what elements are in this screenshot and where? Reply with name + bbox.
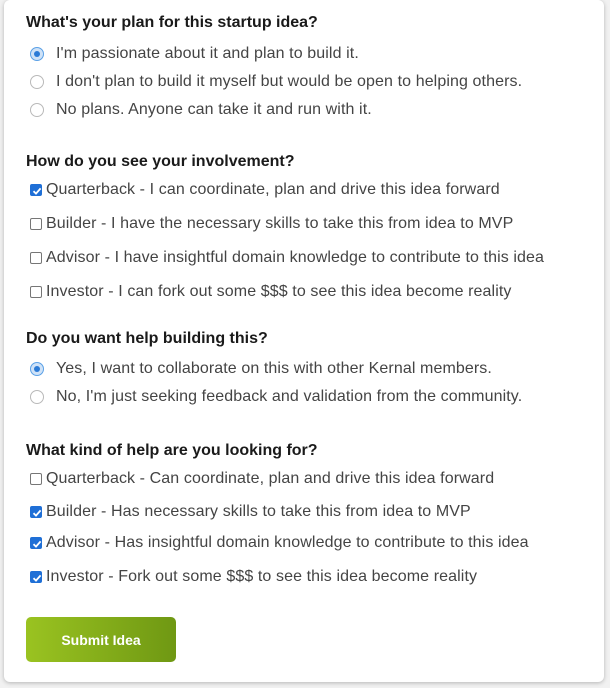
submit-idea-button[interactable]: Submit Idea — [26, 617, 176, 662]
checkbox-checked-icon[interactable] — [30, 506, 42, 518]
help-building-option-label: Yes, I want to collaborate on this with other Kernal members. — [56, 360, 492, 377]
help-building-option-yes[interactable] — [30, 358, 492, 380]
plan-option-no-plans[interactable] — [30, 99, 372, 121]
radio-icon[interactable] — [30, 390, 44, 404]
involvement-option-label: Builder - I have the necessary skills to take this from idea to MVP — [46, 215, 514, 232]
radio-icon[interactable] — [30, 103, 44, 117]
help-kind-option-label: Investor - Fork out some $$$ to see this idea become reality — [46, 568, 478, 585]
help-building-question: Do you want help building this? — [26, 330, 268, 347]
radio-icon[interactable] — [30, 75, 44, 89]
plan-option-label: No plans. Anyone can take it and run with it. — [56, 101, 372, 118]
involvement-option-quarterback[interactable] — [30, 179, 500, 201]
radio-selected-icon[interactable] — [30, 362, 44, 376]
involvement-option-label: Advisor - I have insightful domain knowledge to contribute to this idea — [46, 249, 545, 266]
checkbox-checked-icon[interactable] — [30, 184, 42, 196]
help-kind-option-label: Advisor - Has insightful domain knowledge to contribute to this idea — [46, 534, 529, 551]
help-building-option-label: No, I'm just seeking feedback and validation from the community. — [56, 388, 523, 405]
involvement-question: How do you see your involvement? — [26, 153, 295, 170]
plan-option-label: I'm passionate about it and plan to build it. — [56, 45, 359, 62]
help-kind-option-advisor[interactable] — [30, 532, 529, 554]
plan-option-label: I don't plan to build it myself but would be open to helping others. — [56, 73, 523, 90]
idea-form-card — [4, 0, 604, 682]
plan-question: What's your plan for this startup idea? — [26, 14, 318, 31]
checkbox-icon[interactable] — [30, 252, 42, 264]
involvement-option-label: Quarterback - I can coordinate, plan and drive this idea forward — [46, 181, 500, 198]
help-kind-option-label: Builder - Has necessary skills to take this from idea to MVP — [46, 503, 471, 520]
help-kind-question: What kind of help are you looking for? — [26, 442, 318, 459]
involvement-option-builder[interactable] — [30, 213, 513, 235]
checkbox-checked-icon[interactable] — [30, 571, 42, 583]
checkbox-checked-icon[interactable] — [30, 537, 42, 549]
checkbox-icon[interactable] — [30, 473, 42, 485]
checkbox-icon[interactable] — [30, 218, 42, 230]
help-building-option-no[interactable] — [30, 386, 522, 408]
help-kind-option-label: Quarterback - Can coordinate, plan and drive this idea forward — [46, 470, 495, 487]
radio-selected-icon[interactable] — [30, 47, 44, 61]
involvement-option-investor[interactable] — [30, 281, 512, 303]
plan-option-build[interactable] — [30, 43, 359, 65]
help-kind-option-investor[interactable] — [30, 566, 477, 588]
checkbox-icon[interactable] — [30, 286, 42, 298]
involvement-option-label: Investor - I can fork out some $$$ to see this idea become reality — [46, 283, 512, 300]
plan-option-help-others[interactable] — [30, 71, 522, 93]
help-kind-option-quarterback[interactable] — [30, 468, 494, 490]
help-kind-option-builder[interactable] — [30, 501, 471, 523]
involvement-option-advisor[interactable] — [30, 247, 544, 269]
